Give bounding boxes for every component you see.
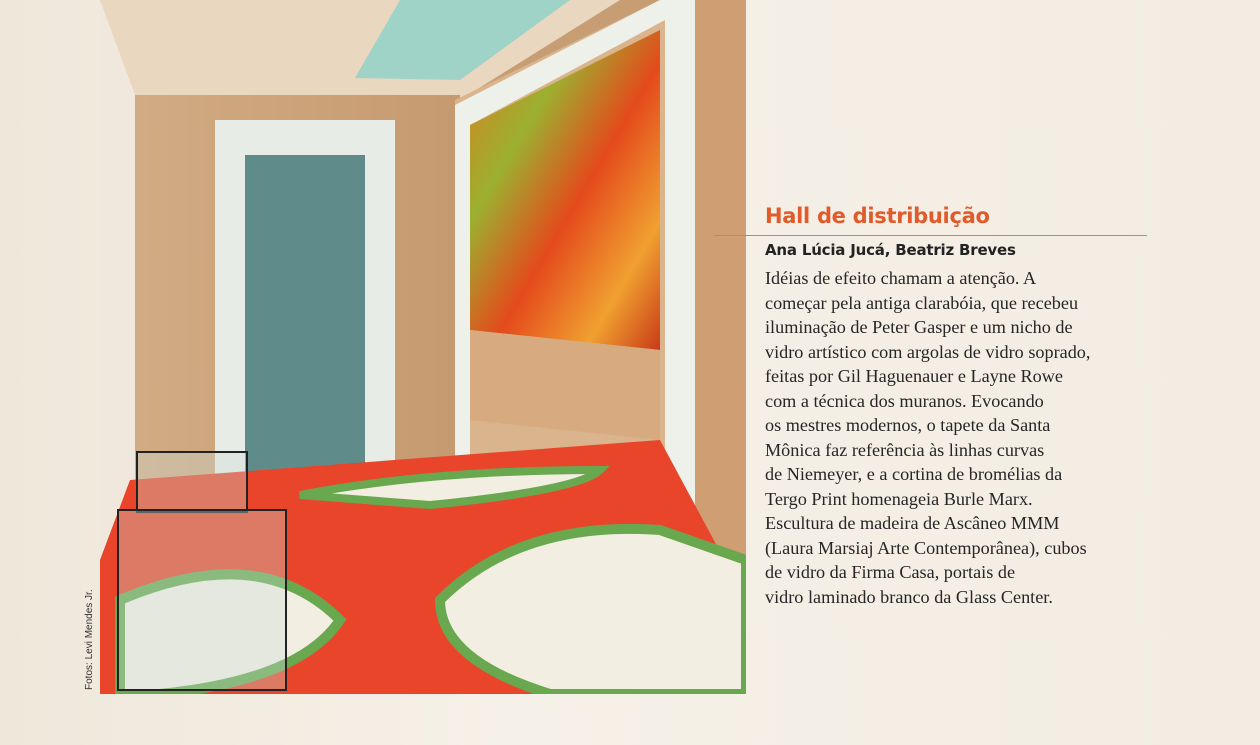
body-line: com a técnica dos muranos. Evocando [765, 390, 1044, 411]
glass-cube [137, 452, 247, 512]
body-line: de Niemeyer, e a cortina de bromélias da [765, 464, 1063, 484]
body-line: vidro laminado branco da Glass Center. [765, 586, 1053, 607]
article [765, 203, 1165, 609]
article-body [765, 266, 1165, 609]
body-line: Idéias de efeito chamam a atenção. A [765, 268, 1037, 288]
body-line: (Laura Marsiaj Arte Contemporânea), cubos [765, 537, 1087, 558]
article-authors: Ana Lúcia Jucá, Beatriz Breves [765, 241, 1016, 259]
door [245, 155, 365, 490]
body-line: Mônica faz referência às linhas curvas [765, 439, 1045, 460]
body-line: vidro artístico com argolas de vidro soprado, [765, 341, 1091, 362]
title-rule [715, 235, 1147, 236]
body-line: começar pela antiga clarabóia, que recebeu [765, 292, 1079, 313]
glass-cube [118, 510, 286, 690]
body-line: Tergo Print homenageia Burle Marx. [765, 488, 1033, 509]
body-line: de vidro da Firma Casa, portais de [765, 562, 1016, 582]
body-line: iluminação de Peter Gasper e um nicho de [765, 317, 1073, 337]
body-line: os mestres modernos, o tapete da Santa [765, 415, 1051, 435]
hall-photo [100, 0, 746, 694]
article-title: Hall de distribuição [765, 204, 990, 228]
photo-credit: Fotos: Levi Mendes Jr. [84, 589, 95, 690]
body-line: Escultura de madeira de Ascâneo MMM [765, 513, 1060, 533]
body-line: feitas por Gil Haguenauer e Layne Rowe [765, 366, 1063, 386]
